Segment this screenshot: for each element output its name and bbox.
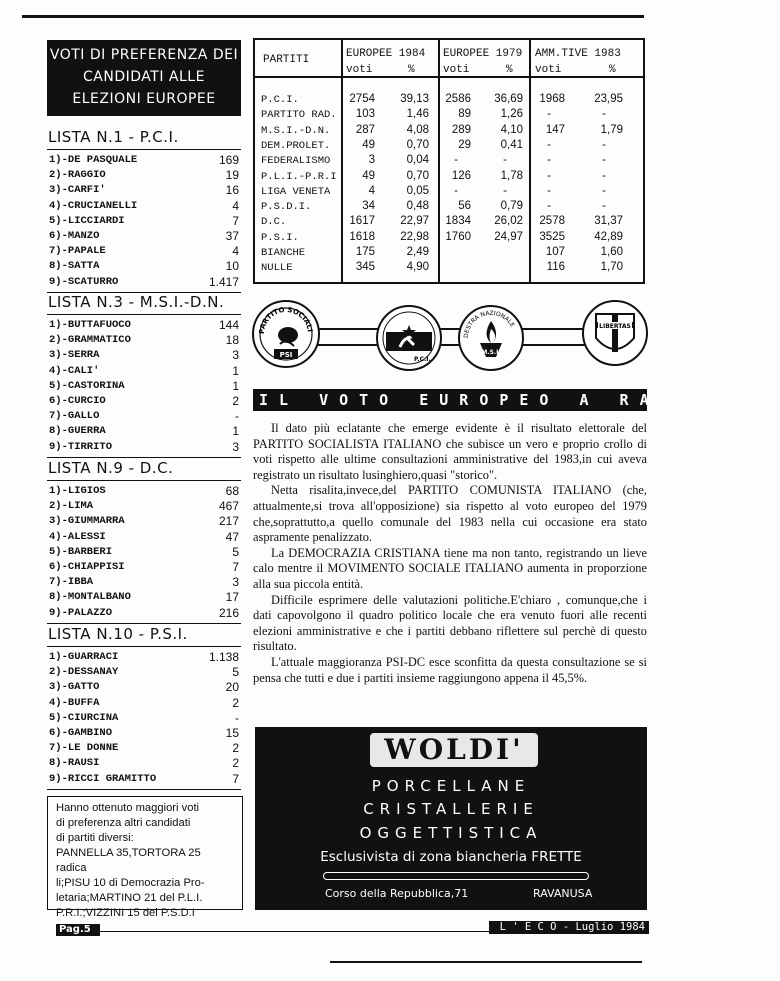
candidate-row bbox=[49, 230, 239, 245]
candidate-name: 8)-MONTALBANO bbox=[49, 591, 131, 604]
col-header-pct: % bbox=[408, 64, 415, 76]
msi-logo-sub: M.S.I. bbox=[481, 349, 501, 356]
candidate-row bbox=[49, 380, 239, 395]
cell-v79: 89 bbox=[458, 108, 471, 121]
cell-p79: 24,97 bbox=[494, 230, 523, 243]
candidate-votes: 19 bbox=[225, 168, 239, 183]
cell-p83: 1,60 bbox=[600, 246, 623, 258]
candidate-votes: 169 bbox=[218, 153, 239, 167]
candidate-votes: 47 bbox=[225, 529, 239, 544]
preference-votes-header bbox=[47, 40, 241, 116]
msi-logo-text: DESTRA NAZIONALE bbox=[462, 309, 516, 339]
candidate-votes: 7 bbox=[232, 213, 239, 228]
candidate-name: 5)-CASTORINA bbox=[49, 379, 125, 392]
ad-line-frette: Esclusivista di zona biancheria FRETTE bbox=[320, 849, 582, 865]
note-line: di preferenza altri candidati bbox=[56, 817, 191, 829]
cell-v83: 147 bbox=[545, 123, 565, 136]
candidate-row bbox=[49, 410, 239, 425]
candidate-name: 7)-LE DONNE bbox=[49, 742, 119, 755]
cell-p79: 0,41 bbox=[500, 138, 523, 151]
party-name: P.S.D.I. bbox=[261, 201, 312, 214]
candidate-row bbox=[49, 773, 239, 788]
list-end-rule bbox=[47, 623, 241, 624]
cell-v84: 49 bbox=[362, 138, 375, 151]
candidate-name: 6)-CURCIO bbox=[49, 395, 106, 407]
candidate-row bbox=[49, 200, 239, 215]
party-name: P.C.I. bbox=[261, 94, 299, 106]
cell-p84: 22,97 bbox=[400, 215, 429, 228]
candidate-name: 5)-CIURCINA bbox=[49, 711, 119, 724]
note-line: PANNELLA 35,TORTORA 25 radica bbox=[56, 847, 201, 874]
cell-v79: - bbox=[454, 184, 458, 197]
candidate-name: 9)-SCATURRO bbox=[49, 275, 119, 288]
cell-v83: - bbox=[547, 200, 551, 213]
party-name: PARTITO RAD. bbox=[261, 109, 337, 122]
candidate-row bbox=[49, 500, 239, 515]
party-name: P.S.I. bbox=[261, 231, 299, 244]
psi-logo bbox=[252, 300, 320, 368]
advertisement bbox=[255, 727, 647, 910]
cell-p79: 36,69 bbox=[494, 93, 523, 105]
ad-divider bbox=[323, 872, 589, 880]
candidate-name: 8)-GUERRA bbox=[49, 425, 106, 438]
col-header-pct: % bbox=[609, 64, 616, 76]
candidate-row bbox=[49, 757, 239, 772]
party-name: DEM.PROLET. bbox=[261, 139, 331, 152]
cell-v83: 116 bbox=[546, 261, 565, 274]
candidate-row bbox=[49, 531, 239, 546]
cell-p79: 1,26 bbox=[500, 108, 523, 121]
candidate-votes: 144 bbox=[218, 318, 239, 332]
candidate-name: 2)-GRAMMATICO bbox=[49, 334, 131, 347]
candidate-votes: 2 bbox=[232, 394, 239, 408]
col-header-voti: voti bbox=[535, 64, 562, 76]
cell-v84: 1617 bbox=[349, 215, 375, 228]
candidate-name: 6)-MANZO bbox=[49, 230, 100, 242]
cell-p84: 0,48 bbox=[406, 200, 429, 213]
candidate-row bbox=[49, 441, 239, 456]
cell-p79: 0,79 bbox=[500, 200, 523, 213]
candidate-row bbox=[49, 485, 239, 500]
candidate-name: 1)-GUARRACI bbox=[49, 651, 119, 663]
cell-p84: 4,90 bbox=[406, 261, 429, 274]
article-headline: IL VOTO EUROPEO A RAVANUSA bbox=[253, 389, 647, 411]
candidate-votes: 2 bbox=[232, 695, 239, 710]
candidate-row bbox=[49, 576, 239, 591]
candidate-name: 1)-BUTTAFUOCO bbox=[49, 319, 131, 331]
candidate-name: 6)-CHIAPPISI bbox=[49, 561, 125, 573]
candidate-votes: 10 bbox=[225, 259, 239, 274]
candidate-name: 3)-GATTO bbox=[49, 681, 100, 694]
candidate-votes: 1 bbox=[232, 424, 239, 439]
list-end-rule bbox=[47, 789, 241, 790]
list-title: LISTA N.9 - D.C. bbox=[48, 459, 174, 477]
candidate-row bbox=[49, 319, 239, 334]
col-header-europee-1979: EUROPEE 1979 bbox=[443, 48, 523, 60]
candidate-votes: 4 bbox=[232, 198, 239, 213]
cell-v79: 1834 bbox=[445, 215, 471, 228]
candidate-votes: 7 bbox=[232, 771, 239, 786]
candidate-row bbox=[49, 712, 239, 727]
cell-p83: 31,37 bbox=[594, 215, 623, 228]
cell-v84: 49 bbox=[362, 169, 375, 182]
cell-p84: 0,70 bbox=[406, 169, 429, 182]
candidate-name: 1)-LIGIOS bbox=[49, 485, 106, 497]
cell-p83: - bbox=[602, 169, 606, 182]
results-table bbox=[253, 38, 645, 284]
candidate-row bbox=[49, 260, 239, 275]
party-name: NULLE bbox=[261, 262, 293, 275]
candidate-name: 6)-GAMBINO bbox=[49, 727, 113, 739]
cell-v84: 2754 bbox=[349, 93, 375, 105]
col-header-amministrative-1983: AMM.TIVE 1983 bbox=[535, 48, 621, 60]
note-line: letaria;MARTINO 21 del P.L.I. bbox=[56, 892, 203, 904]
psi-logo-sub: PSI bbox=[279, 351, 293, 359]
cell-v83: - bbox=[547, 138, 551, 151]
candidate-name: 8)-SATTA bbox=[49, 260, 100, 273]
header-line: ELEZIONI EUROPEE bbox=[72, 91, 216, 107]
col-header-europee-1984: EUROPEE 1984 bbox=[346, 48, 426, 60]
candidate-row bbox=[49, 742, 239, 757]
candidate-votes: 20 bbox=[225, 680, 239, 695]
candidate-row bbox=[49, 395, 239, 410]
cell-v83: - bbox=[547, 169, 551, 182]
party-name: M.S.I.-D.N. bbox=[261, 124, 331, 137]
list-separator bbox=[47, 149, 241, 150]
note-line: P.R.I.;VIZZINI 15 del P.S.D.I bbox=[56, 907, 195, 919]
candidate-votes: 3 bbox=[232, 348, 239, 363]
candidate-name: 5)-LICCIARDI bbox=[49, 214, 125, 227]
cell-v79: 56 bbox=[458, 200, 471, 213]
candidate-name: 7)-IBBA bbox=[49, 576, 94, 589]
candidate-row bbox=[49, 591, 239, 606]
cell-p83: 1,70 bbox=[600, 261, 623, 274]
page-number: Pag.5 bbox=[56, 924, 100, 936]
candidate-row bbox=[49, 365, 239, 380]
candidate-name: 4)-CRUCIANELLI bbox=[49, 199, 138, 212]
cell-p79: - bbox=[503, 154, 507, 167]
cell-v83: - bbox=[547, 184, 551, 197]
candidate-votes: 2 bbox=[232, 741, 239, 756]
candidate-row bbox=[49, 651, 239, 666]
list-title: LISTA N.10 - P.S.I. bbox=[48, 625, 188, 643]
cell-p84: 0,04 bbox=[406, 154, 429, 167]
candidate-name: 9)-PALAZZO bbox=[49, 606, 113, 619]
dc-logo bbox=[582, 300, 648, 366]
candidate-name: 2)-DESSANAY bbox=[49, 666, 119, 679]
cell-p84: 4,08 bbox=[406, 123, 429, 136]
article-paragraph: La DEMOCRAZIA CRISTIANA tiene ma non tanto, registrando un lieve calo mentre il MOVIMENTO SOCIALE ITALIANO aumenta in proporzione alla sua piccola entità. bbox=[253, 545, 647, 591]
candidate-row bbox=[49, 425, 239, 440]
list-title: LISTA N.3 - M.S.I.-D.N. bbox=[48, 293, 225, 311]
cell-v79: 289 bbox=[451, 123, 471, 136]
candidate-votes: 217 bbox=[218, 514, 239, 529]
list-end-rule bbox=[47, 457, 241, 458]
candidate-row bbox=[49, 546, 239, 561]
cell-v83: - bbox=[547, 108, 551, 121]
candidate-votes: 5 bbox=[232, 665, 239, 680]
cell-p83: - bbox=[602, 184, 606, 197]
cell-p84: 2,49 bbox=[406, 246, 429, 258]
candidate-row bbox=[49, 561, 239, 576]
cell-v83: - bbox=[547, 154, 551, 167]
candidate-name: 3)-CARFI' bbox=[49, 184, 106, 197]
other-candidates-note bbox=[47, 796, 243, 919]
cell-v83: 2578 bbox=[539, 215, 565, 228]
col-header-voti: voti bbox=[346, 64, 373, 76]
list-separator bbox=[47, 314, 241, 315]
candidate-name: 7)-GALLO bbox=[49, 410, 100, 423]
dc-logo-text: LIBERTAS bbox=[599, 323, 631, 330]
candidate-votes: - bbox=[235, 710, 239, 725]
cell-p79: 4,10 bbox=[500, 123, 523, 136]
candidate-name: 3)-SERRA bbox=[49, 349, 100, 362]
candidate-name: 9)-TIRRITO bbox=[49, 440, 113, 453]
cell-v84: 103 bbox=[355, 108, 375, 121]
candidate-votes: 3 bbox=[232, 439, 239, 454]
party-name: BIANCHE bbox=[261, 247, 306, 259]
cell-v84: 34 bbox=[362, 200, 375, 213]
bottom-rule bbox=[330, 961, 642, 963]
party-name: FEDERALISMO bbox=[261, 155, 331, 168]
cell-p83: - bbox=[602, 154, 606, 167]
pci-logo-sub: P.C.I. bbox=[414, 356, 431, 363]
candidate-row bbox=[49, 349, 239, 364]
candidate-votes: 18 bbox=[225, 333, 239, 348]
note-line: di partiti diversi: bbox=[56, 832, 134, 844]
article-paragraph: L'attuale maggioranza PSI-DC esce sconfitta da questa consultazione se si pensa che tutti e due i partiti insieme raggiungono appena il 45,5%. bbox=[253, 654, 647, 685]
top-rule bbox=[22, 15, 644, 18]
party-name: D.C. bbox=[261, 216, 287, 229]
cell-v84: 1618 bbox=[349, 230, 375, 243]
party-name: P.L.I.-P.R.I bbox=[261, 170, 337, 183]
article-body bbox=[253, 421, 647, 686]
candidate-votes: 1 bbox=[232, 363, 239, 378]
candidate-name: 2)-RAGGIO bbox=[49, 169, 106, 182]
candidate-row bbox=[49, 515, 239, 530]
candidate-name: 4)-ALESSI bbox=[49, 530, 106, 543]
footer-rule bbox=[100, 931, 490, 932]
msi-logo bbox=[458, 305, 524, 371]
cell-v79: 1760 bbox=[445, 230, 471, 243]
cell-v84: 287 bbox=[355, 123, 375, 136]
article-paragraph: Il dato più eclatante che emerge evidente è il risultato elettorale del PARTITO SOCIALISTA ITALIANO che subisce un vero e proprio crollo di voti rispetto alle ultime consultazioni amministrative del 1983,in cui aveva registrato un risultato lusinghiero,quasi "storico". bbox=[253, 421, 647, 482]
candidate-name: 8)-RAUSI bbox=[49, 757, 100, 770]
candidate-name: 7)-PAPALE bbox=[49, 245, 106, 258]
cell-p84: 22,98 bbox=[400, 230, 429, 243]
col-header-voti: voti bbox=[443, 64, 470, 76]
candidate-votes: 7 bbox=[232, 560, 239, 574]
candidate-name: 1)-DE PASQUALE bbox=[49, 154, 138, 166]
cell-p79: - bbox=[503, 184, 507, 197]
list-separator bbox=[47, 480, 241, 481]
candidate-votes: 37 bbox=[225, 229, 239, 243]
candidate-votes: 1 bbox=[232, 378, 239, 393]
candidate-name: 4)-BUFFA bbox=[49, 696, 100, 709]
cell-p83: 42,89 bbox=[594, 230, 623, 243]
list-title: LISTA N.1 - P.C.I. bbox=[48, 128, 179, 146]
ad-line-cristallerie: CRISTALLERIE bbox=[363, 800, 539, 818]
issue-label: L ' E C O - Luglio 1984 bbox=[489, 921, 649, 934]
candidate-name: 3)-GIUMMARRA bbox=[49, 515, 125, 528]
cell-v84: 3 bbox=[368, 154, 375, 167]
cell-v84: 345 bbox=[355, 261, 375, 274]
candidate-name: 9)-RICCI GRAMITTO bbox=[49, 772, 157, 785]
candidate-votes: 467 bbox=[218, 499, 239, 514]
candidate-row bbox=[49, 727, 239, 742]
candidate-votes: 1.417 bbox=[208, 274, 239, 289]
candidate-row bbox=[49, 697, 239, 712]
cell-p83: - bbox=[602, 200, 606, 213]
ad-line-oggettistica: OGGETTISTICA bbox=[359, 824, 543, 842]
candidate-row bbox=[49, 245, 239, 260]
ad-address: Corso della Repubblica,71 bbox=[325, 887, 469, 900]
article-paragraph: Netta risalita,invece,del PARTITO COMUNISTA ITALIANO (che, attualmente,si trova all'opposizione) sia rispetto al voto europeo del 1979 che,soprattutto,a quello comunale del 1983 nella cui occasione era stato aspramente penalizzato. bbox=[253, 483, 647, 545]
list-separator bbox=[47, 646, 241, 647]
article-paragraph: Difficile esprimere delle valutazioni politiche.E'chiaro , comunque,che i dati capovolgono il quadro politico locale che era venuto fuori alle recenti elezioni amministrative e che i partiti debbano riflettere sul perchè di questo risultato. bbox=[253, 592, 647, 654]
cell-v83: 107 bbox=[545, 246, 565, 258]
candidate-votes: 3 bbox=[232, 575, 239, 590]
cell-v79: 29 bbox=[458, 138, 471, 151]
cell-v83: 3525 bbox=[539, 230, 565, 243]
candidate-row bbox=[49, 276, 239, 291]
cell-v83: 1968 bbox=[539, 93, 565, 105]
candidate-row bbox=[49, 184, 239, 199]
ad-line-porcellane: PORCELLANE bbox=[371, 777, 531, 795]
candidate-votes: 16 bbox=[225, 183, 239, 198]
party-name: LIGA VENETA bbox=[261, 185, 331, 198]
cell-p79: 26,02 bbox=[494, 215, 523, 228]
candidate-votes: 5 bbox=[232, 544, 239, 559]
cell-p84: 1,46 bbox=[406, 108, 429, 121]
candidate-row bbox=[49, 607, 239, 622]
candidate-votes: 2 bbox=[232, 756, 239, 771]
candidate-name: 2)-LIMA bbox=[49, 500, 94, 513]
cell-v79: - bbox=[454, 154, 458, 167]
candidate-row bbox=[49, 334, 239, 349]
candidate-votes: 15 bbox=[225, 726, 239, 740]
header-line: VOTI DI PREFERENZA DEI bbox=[49, 47, 239, 63]
ad-brand: WOLDI' bbox=[370, 733, 538, 767]
cell-v84: 4 bbox=[368, 184, 375, 197]
cell-p79: 1,78 bbox=[500, 169, 523, 182]
ad-town: RAVANUSA bbox=[533, 887, 593, 900]
candidate-row bbox=[49, 681, 239, 696]
candidate-row bbox=[49, 169, 239, 184]
cell-p84: 39,13 bbox=[400, 93, 429, 105]
note-line: li;PISU 10 di Democrazia Pro- bbox=[56, 877, 205, 889]
candidate-votes: 216 bbox=[218, 605, 239, 620]
cell-p83: 1,79 bbox=[600, 123, 623, 136]
candidate-row bbox=[49, 154, 239, 169]
candidate-row bbox=[49, 666, 239, 681]
candidate-name: 5)-BARBERI bbox=[49, 545, 113, 558]
candidate-row bbox=[49, 215, 239, 230]
cell-v79: 126 bbox=[451, 169, 471, 182]
cell-v79: 2586 bbox=[445, 93, 471, 105]
pci-logo bbox=[376, 305, 442, 371]
note-line: Hanno ottenuto maggiori voti bbox=[56, 802, 200, 814]
cell-p83: 23,95 bbox=[594, 93, 623, 105]
cell-p83: - bbox=[602, 108, 606, 121]
cell-p84: 0,05 bbox=[406, 184, 429, 197]
psi-logo-text: PARTITO SOCIALI bbox=[257, 305, 314, 335]
cell-v84: 175 bbox=[355, 246, 375, 258]
candidate-votes: 17 bbox=[225, 590, 239, 605]
candidate-votes: 68 bbox=[225, 484, 239, 498]
cell-p84: 0,70 bbox=[406, 138, 429, 151]
header-line: CANDIDATI ALLE bbox=[83, 69, 205, 85]
candidate-votes: 4 bbox=[232, 244, 239, 259]
candidate-votes: - bbox=[235, 409, 239, 424]
candidate-votes: 1.138 bbox=[208, 650, 239, 664]
col-header-partiti: PARTITI bbox=[263, 54, 310, 66]
candidate-name: 4)-CALI' bbox=[49, 364, 100, 377]
cell-p83: - bbox=[602, 138, 606, 151]
col-header-pct: % bbox=[506, 64, 513, 76]
